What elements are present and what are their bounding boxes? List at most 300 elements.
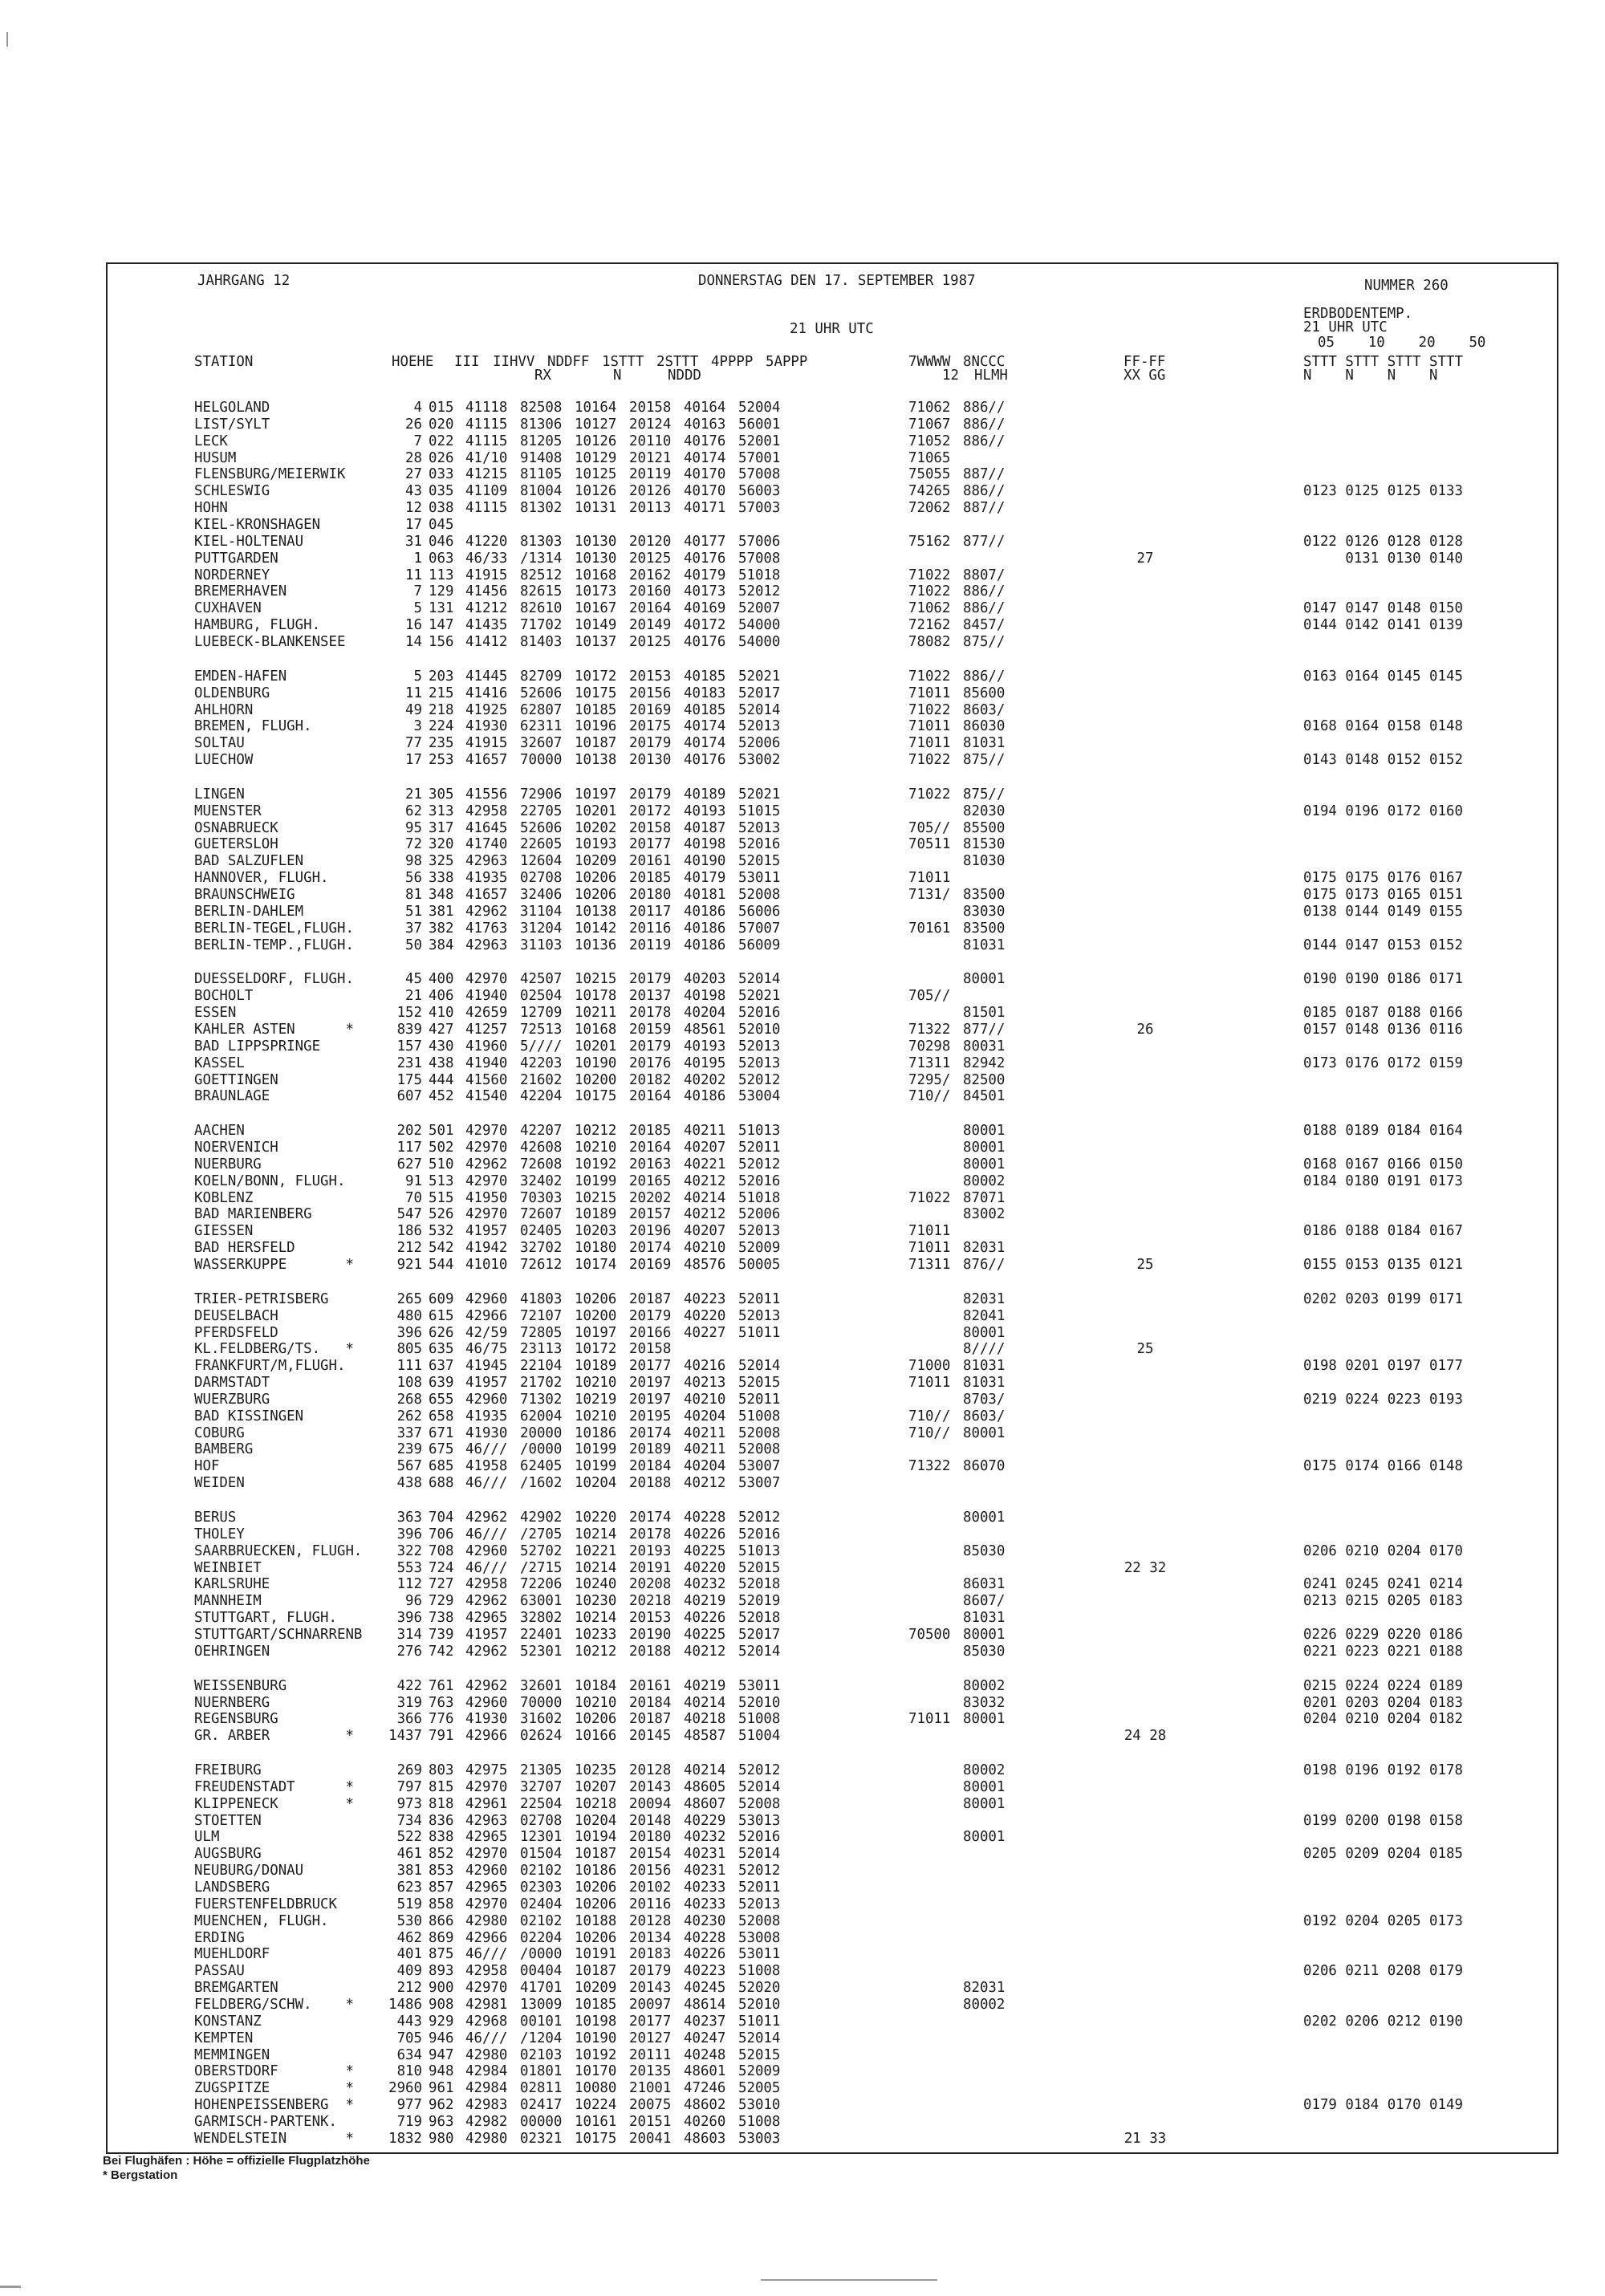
code-nddff: 02404: [520, 1896, 563, 1912]
code-iihvv: 42962: [465, 1677, 508, 1694]
height: 70: [405, 1189, 422, 1206]
height: 11: [405, 685, 422, 701]
code-1sttt: 10125: [575, 466, 617, 483]
code-5appp: 56001: [738, 416, 781, 433]
code-iihvv: 41935: [465, 1408, 508, 1424]
code-1sttt: 10212: [575, 1643, 617, 1660]
code-iihvv: 42966: [465, 1728, 508, 1745]
code-iihvv: 41115: [465, 500, 508, 517]
code-4pppp: 40223: [684, 1290, 726, 1307]
code-nddff: 81306: [520, 416, 563, 433]
code-iihvv: 42659: [465, 1005, 508, 1022]
code-iihvv: 41412: [465, 633, 508, 650]
code-1sttt: 10164: [575, 400, 617, 416]
code-nddff: 32802: [520, 1610, 563, 1627]
station-name: ESSEN: [194, 1005, 237, 1022]
code-7wwww: 71322: [908, 1458, 951, 1475]
station-id: 704: [429, 1510, 454, 1526]
code-1sttt: 10138: [575, 752, 617, 768]
code-2sttt: 20156: [629, 1863, 672, 1879]
code-nddff: 72608: [520, 1156, 563, 1172]
code-2sttt: 20185: [629, 870, 672, 887]
station-name: STOETTEN: [194, 1812, 262, 1829]
code-iihvv: 41958: [465, 1458, 508, 1475]
code-iihvv: 42965: [465, 1879, 508, 1896]
table-row: [108, 1611, 1552, 1626]
code-8nccc: 875//: [963, 752, 1006, 768]
code-8nccc: 80002: [963, 1677, 1006, 1694]
code-2sttt: 20158: [629, 1341, 672, 1358]
code-iihvv: 41957: [465, 1375, 508, 1391]
height: 337: [396, 1424, 422, 1441]
station-id: 317: [429, 819, 454, 836]
station-name: KAHLER ASTEN *: [194, 1021, 354, 1038]
station-name: LUECHOW: [194, 752, 254, 768]
table-row: [108, 1981, 1552, 1996]
code-iihvv: 41957: [465, 1223, 508, 1240]
footnote-airport: Bei Flughäfen : Höhe = offizielle Flugplatzhöhe: [103, 2154, 370, 2168]
code-4pppp: 40186: [684, 920, 726, 937]
code-iihvv: 41118: [465, 400, 508, 416]
station-id: 739: [429, 1626, 454, 1643]
height: 31: [405, 533, 422, 550]
height: 7: [413, 583, 422, 600]
table-row: [108, 484, 1552, 499]
station-name: GARMISCH-PARTENK.: [194, 2113, 337, 2130]
table-row: [108, 1814, 1552, 1829]
code-iihvv: 42961: [465, 1795, 508, 1812]
code-5appp: 53011: [738, 870, 781, 887]
code-5appp: 52012: [738, 1071, 781, 1088]
station-name: COBURG: [194, 1424, 245, 1441]
code-nddff: 01504: [520, 1846, 563, 1863]
station-id: 532: [429, 1223, 454, 1240]
code-1sttt: 10219: [575, 1391, 617, 1408]
code-5appp: 56009: [738, 937, 781, 953]
col-8nccc: 8NCCC: [963, 354, 1006, 370]
height: 108: [396, 1375, 422, 1391]
station-name: GIESSEN: [194, 1223, 254, 1240]
code-5appp: 52013: [738, 1038, 781, 1055]
station-name: PASSAU: [194, 1963, 245, 1980]
station-id: 706: [429, 1526, 454, 1542]
code-2sttt: 20180: [629, 887, 672, 903]
height: 797: [396, 1778, 422, 1795]
height: 921: [396, 1256, 422, 1273]
code-1sttt: 10136: [575, 937, 617, 953]
code-iihvv: 42970: [465, 1123, 508, 1140]
code-4pppp: 40204: [684, 1408, 726, 1424]
station-id: 452: [429, 1088, 454, 1105]
code-5appp: 52013: [738, 819, 781, 836]
station-id: 963: [429, 2113, 454, 2130]
table-row: [108, 1594, 1552, 1609]
height: 96: [405, 1593, 422, 1610]
code-4pppp: 40207: [684, 1223, 726, 1240]
code-8nccc: 81501: [963, 1005, 1006, 1022]
code-8nccc: 83500: [963, 920, 1006, 937]
station-id: 947: [429, 2046, 454, 2063]
code-1sttt: 10137: [575, 633, 617, 650]
height: 438: [396, 1475, 422, 1492]
code-4pppp: 40198: [684, 988, 726, 1005]
station-id: 542: [429, 1240, 454, 1257]
station-name: WEIDEN: [194, 1475, 245, 1492]
station-name: FELDBERG/SCHW. *: [194, 1996, 354, 2013]
code-5appp: 52011: [738, 1391, 781, 1408]
code-iihvv: 42960: [465, 1694, 508, 1711]
code-7wwww: 710//: [908, 1408, 951, 1424]
station-name: OLDENBURG: [194, 685, 270, 701]
code-2sttt: 20156: [629, 685, 672, 701]
code-2sttt: 20197: [629, 1375, 672, 1391]
code-2sttt: 20145: [629, 1728, 672, 1745]
code-7wwww: 78082: [908, 633, 951, 650]
code-8nccc: 81031: [963, 937, 1006, 953]
station-id: 022: [429, 433, 454, 449]
table-row: [108, 1931, 1552, 1946]
code-5appp: 52016: [738, 1829, 781, 1846]
code-1sttt: 10206: [575, 1896, 617, 1912]
code-1sttt: 10206: [575, 1711, 617, 1728]
height: 4: [413, 400, 422, 416]
code-8nccc: 83500: [963, 887, 1006, 903]
gust-value: 24 28: [1124, 1728, 1167, 1745]
code-nddff: 12604: [520, 853, 563, 870]
station-id: 946: [429, 2030, 454, 2046]
table-row: [108, 1292, 1552, 1307]
station-name: AHLHORN: [194, 701, 254, 718]
soil-temps: 0213 0215 0205 0183: [1303, 1593, 1463, 1610]
code-4pppp: 40172: [684, 617, 726, 634]
code-iihvv: 46///: [465, 1441, 508, 1458]
station-id: 338: [429, 870, 454, 887]
station-id: 675: [429, 1441, 454, 1458]
code-nddff: 72805: [520, 1324, 563, 1341]
code-2sttt: 20161: [629, 853, 672, 870]
station-name: FREIBURG: [194, 1762, 262, 1778]
table-row: [108, 1712, 1552, 1727]
table-row: [108, 1376, 1552, 1391]
code-7wwww: 71322: [908, 1021, 951, 1038]
code-4pppp: 40233: [684, 1896, 726, 1912]
height: 117: [396, 1140, 422, 1156]
code-2sttt: 20184: [629, 1458, 672, 1475]
height: 112: [396, 1576, 422, 1593]
code-4pppp: 40260: [684, 2113, 726, 2130]
code-4pppp: 40174: [684, 718, 726, 735]
code-1sttt: 10203: [575, 1223, 617, 1240]
code-nddff: 02102: [520, 1912, 563, 1929]
code-iihvv: 41010: [465, 1256, 508, 1273]
code-4pppp: 40174: [684, 735, 726, 752]
station-name: DARMSTADT: [194, 1375, 270, 1391]
station-name: KEMPTEN: [194, 2030, 254, 2046]
code-2sttt: 20163: [629, 1156, 672, 1172]
code-2sttt: 20153: [629, 668, 672, 685]
code-5appp: 52016: [738, 836, 781, 853]
table-row: [108, 568, 1552, 583]
soil-temps: 0138 0144 0149 0155: [1303, 903, 1463, 920]
code-5appp: 51008: [738, 1408, 781, 1424]
station-id: 224: [429, 718, 454, 735]
code-5appp: 52014: [738, 1358, 781, 1375]
station-id: 026: [429, 449, 454, 466]
code-2sttt: 20196: [629, 1223, 672, 1240]
height: 634: [396, 2046, 422, 2063]
table-row: [108, 1510, 1552, 1526]
code-7wwww: 71022: [908, 752, 951, 768]
height: 5: [413, 600, 422, 617]
height: 322: [396, 1542, 422, 1559]
table-row: [108, 501, 1552, 516]
code-5appp: 53007: [738, 1458, 781, 1475]
station-id: 305: [429, 786, 454, 803]
code-nddff: /0000: [520, 1946, 563, 1963]
col-nddff: NDDFF: [547, 354, 590, 370]
station-id: 626: [429, 1324, 454, 1341]
code-8nccc: 80002: [963, 1172, 1006, 1189]
code-nddff: 02504: [520, 988, 563, 1005]
code-1sttt: 10206: [575, 887, 617, 903]
table-row: [108, 1089, 1552, 1104]
table-row: [108, 1830, 1552, 1845]
code-2sttt: 20197: [629, 1391, 672, 1408]
code-4pppp: 40237: [684, 2013, 726, 2030]
code-2sttt: 20110: [629, 433, 672, 449]
height: 462: [396, 1929, 422, 1946]
code-5appp: 52012: [738, 1863, 781, 1879]
table-row: [108, 601, 1552, 616]
table-row: [108, 1997, 1552, 2013]
soil-temps: 0190 0190 0186 0171: [1303, 971, 1463, 988]
table-row: [108, 938, 1552, 953]
code-8nccc: 81031: [963, 735, 1006, 752]
code-1sttt: 10202: [575, 819, 617, 836]
code-nddff: 12301: [520, 1829, 563, 1846]
code-4pppp: 40214: [684, 1762, 726, 1778]
station-id: 406: [429, 988, 454, 1005]
code-4pppp: 40189: [684, 786, 726, 803]
soil-temps: 0175 0174 0166 0148: [1303, 1458, 1463, 1475]
col-iii: III: [454, 354, 480, 370]
code-iihvv: 41925: [465, 701, 508, 718]
code-1sttt: 10192: [575, 1156, 617, 1172]
station-name: NUERBURG: [194, 1156, 262, 1172]
code-2sttt: 21001: [629, 2080, 672, 2097]
code-iihvv: 41257: [465, 1021, 508, 1038]
code-7wwww: 71011: [908, 735, 951, 752]
station-name: ULM: [194, 1829, 220, 1846]
soil-temps: 0168 0164 0158 0148: [1303, 718, 1463, 735]
scan-mark: [0, 2286, 21, 2288]
code-iihvv: 41935: [465, 870, 508, 887]
code-2sttt: 20202: [629, 1189, 672, 1206]
station-id: 836: [429, 1812, 454, 1829]
table-row: [108, 871, 1552, 886]
station-id: 776: [429, 1711, 454, 1728]
code-1sttt: 10210: [575, 1140, 617, 1156]
code-1sttt: 10211: [575, 1005, 617, 1022]
code-8nccc: 80001: [963, 1156, 1006, 1172]
table-row: [108, 584, 1552, 599]
height: 553: [396, 1559, 422, 1576]
code-2sttt: 20172: [629, 803, 672, 819]
station-name: HANNOVER, FLUGH.: [194, 870, 329, 887]
code-8nccc: 86031: [963, 1576, 1006, 1593]
height: 202: [396, 1123, 422, 1140]
code-5appp: 52016: [738, 1526, 781, 1542]
height: 805: [396, 1341, 422, 1358]
gust-value: 25: [1136, 1256, 1154, 1273]
gust-value: 21 33: [1124, 2130, 1167, 2147]
code-nddff: 81303: [520, 533, 563, 550]
code-nddff: 52702: [520, 1542, 563, 1559]
code-iihvv: 42962: [465, 1593, 508, 1610]
code-iihvv: 42962: [465, 1156, 508, 1172]
station-name: BRAUNLAGE: [194, 1088, 270, 1105]
station-name: LIST/SYLT: [194, 416, 270, 433]
code-nddff: 81205: [520, 433, 563, 449]
code-8nccc: 83002: [963, 1206, 1006, 1223]
code-7wwww: 71065: [908, 449, 951, 466]
code-5appp: 52018: [738, 1576, 781, 1593]
station-id: 218: [429, 701, 454, 718]
code-1sttt: 10161: [575, 2113, 617, 2130]
code-4pppp: 40211: [684, 1424, 726, 1441]
code-4pppp: 40210: [684, 1240, 726, 1257]
station-name: HAMBURG, FLUGH.: [194, 617, 321, 634]
station-name: HELGOLAND: [194, 400, 270, 416]
code-iihvv: 42970: [465, 971, 508, 988]
code-5appp: 52021: [738, 668, 781, 685]
station-name: WASSERKUPPE *: [194, 1256, 354, 1273]
code-4pppp: 40228: [684, 1510, 726, 1526]
station-id: 729: [429, 1593, 454, 1610]
code-iihvv: 42958: [465, 1576, 508, 1593]
code-1sttt: 10175: [575, 685, 617, 701]
code-iihvv: 42970: [465, 1172, 508, 1189]
code-4pppp: 40229: [684, 1812, 726, 1829]
col-soil-sttt: STTT STTT STTT STTT: [1303, 354, 1463, 370]
code-2sttt: 20149: [629, 617, 672, 634]
station-name: OEHRINGEN: [194, 1643, 270, 1660]
station-name: DEUSELBACH: [194, 1307, 278, 1324]
station-id: 203: [429, 668, 454, 685]
code-2sttt: 20183: [629, 1946, 672, 1963]
code-nddff: 42203: [520, 1055, 563, 1071]
code-iihvv: 41960: [465, 1038, 508, 1055]
code-1sttt: 10206: [575, 1929, 617, 1946]
code-iihvv: 42984: [465, 2080, 508, 2097]
code-7wwww: 71011: [908, 1375, 951, 1391]
footnote: [103, 2154, 370, 2183]
code-1sttt: 10199: [575, 1441, 617, 1458]
code-8nccc: 80001: [963, 1711, 1006, 1728]
soil-temps: 0155 0153 0135 0121: [1303, 1256, 1463, 1273]
height: 607: [396, 1088, 422, 1105]
code-nddff: 22705: [520, 803, 563, 819]
code-1sttt: 10218: [575, 1795, 617, 1812]
code-iihvv: 41657: [465, 887, 508, 903]
station-name: GR. ARBER *: [194, 1728, 354, 1745]
table-row: [108, 1880, 1552, 1896]
code-nddff: 31204: [520, 920, 563, 937]
station-id: 033: [429, 466, 454, 483]
station-name: MEMMINGEN: [194, 2046, 270, 2063]
code-nddff: /1204: [520, 2030, 563, 2046]
soil-temps: 0144 0142 0141 0139: [1303, 617, 1463, 634]
station-name: BAD SALZUFLEN: [194, 853, 304, 870]
code-nddff: 82610: [520, 600, 563, 617]
code-5appp: 57007: [738, 920, 781, 937]
code-5appp: 53011: [738, 1677, 781, 1694]
code-8nccc: 81031: [963, 1375, 1006, 1391]
code-iihvv: 42970: [465, 1140, 508, 1156]
code-nddff: 02708: [520, 1812, 563, 1829]
soil-temps: 0226 0229 0220 0186: [1303, 1626, 1463, 1643]
code-2sttt: 20165: [629, 1172, 672, 1189]
table-row: [108, 1359, 1552, 1374]
code-2sttt: 20162: [629, 567, 672, 583]
height: 152: [396, 1005, 422, 1022]
code-2sttt: 20177: [629, 836, 672, 853]
code-5appp: 51008: [738, 1711, 781, 1728]
code-4pppp: 40212: [684, 1206, 726, 1223]
code-2sttt: 20157: [629, 1206, 672, 1223]
table-row: [108, 888, 1552, 903]
table-row: [108, 1763, 1552, 1778]
code-5appp: 52015: [738, 1375, 781, 1391]
table-row: [108, 1847, 1552, 1862]
code-7wwww: 710//: [908, 1088, 951, 1105]
code-1sttt: 10170: [575, 2063, 617, 2080]
code-2sttt: 20143: [629, 1980, 672, 1997]
station-id: 671: [429, 1424, 454, 1441]
code-1sttt: 10197: [575, 1324, 617, 1341]
station-id: 639: [429, 1375, 454, 1391]
code-nddff: /2715: [520, 1559, 563, 1576]
code-nddff: 81302: [520, 500, 563, 517]
station-name: KARLSRUHE: [194, 1576, 270, 1593]
code-7wwww: 71022: [908, 786, 951, 803]
code-iihvv: 42983: [465, 2097, 508, 2113]
code-5appp: 52014: [738, 2030, 781, 2046]
table-row: [108, 1561, 1552, 1576]
code-iihvv: 41645: [465, 819, 508, 836]
code-8nccc: 85600: [963, 685, 1006, 701]
code-2sttt: 20179: [629, 971, 672, 988]
station-name: BREMEN, FLUGH.: [194, 718, 312, 735]
station-id: 658: [429, 1408, 454, 1424]
table-row: [108, 753, 1552, 768]
code-nddff: 00000: [520, 2113, 563, 2130]
code-4pppp: 40212: [684, 1172, 726, 1189]
code-1sttt: 10127: [575, 416, 617, 433]
code-5appp: 57003: [738, 500, 781, 517]
code-8nccc: 82030: [963, 803, 1006, 819]
code-4pppp: 40232: [684, 1829, 726, 1846]
code-8nccc: 877//: [963, 1021, 1006, 1038]
table-row: [108, 1544, 1552, 1559]
code-4pppp: 40185: [684, 668, 726, 685]
station-name: KIEL-HOLTENAU: [194, 533, 304, 550]
station-id: 313: [429, 803, 454, 819]
station-id: 857: [429, 1879, 454, 1896]
station-name: KLIPPENECK *: [194, 1795, 354, 1812]
code-4pppp: 48614: [684, 1996, 726, 2013]
code-iihvv: 41445: [465, 668, 508, 685]
